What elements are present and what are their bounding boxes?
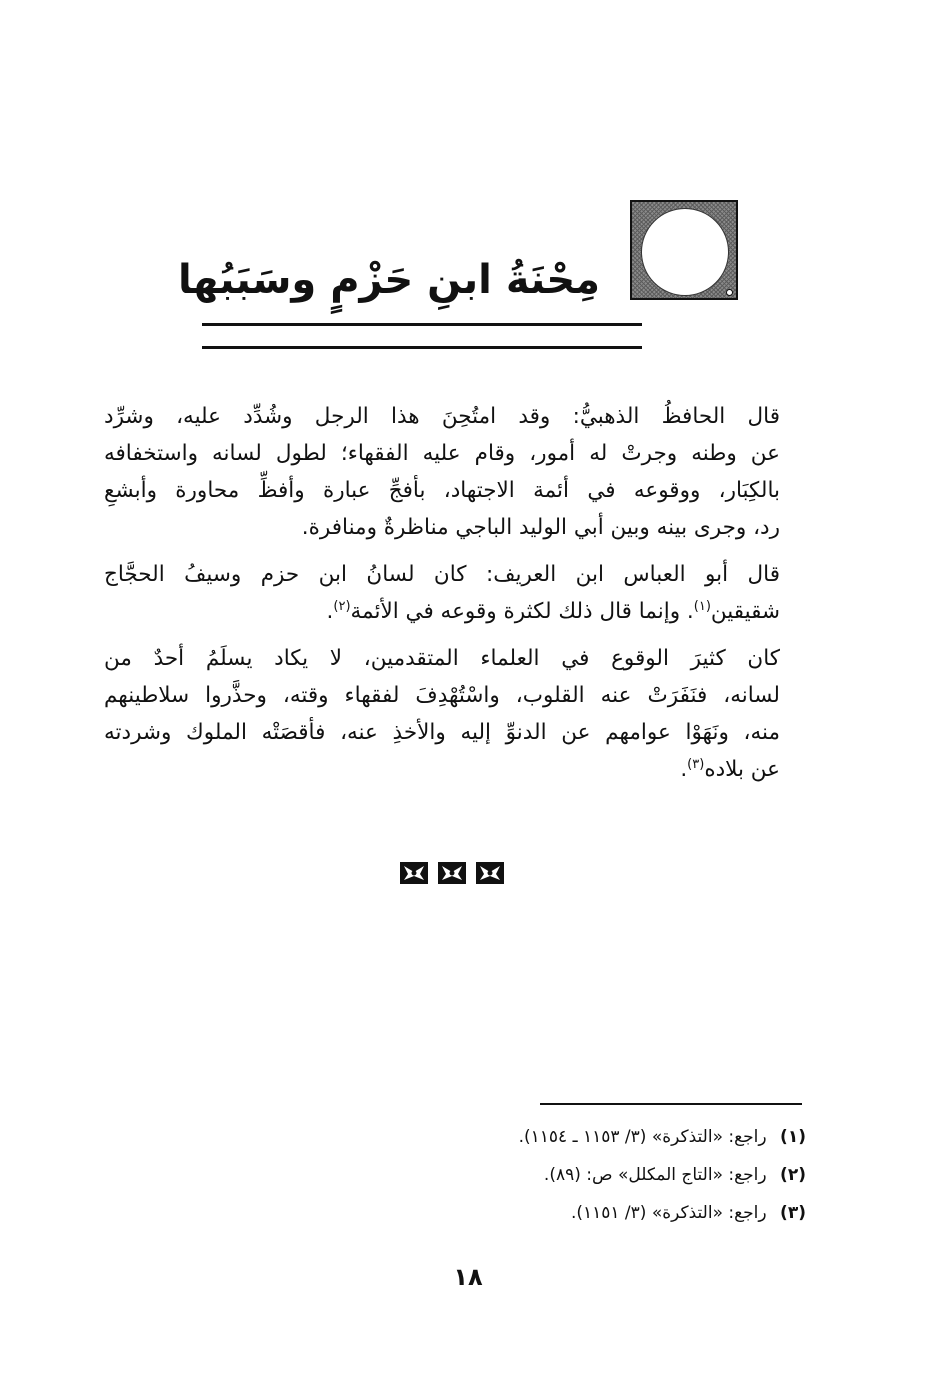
divider-ornament-icon [400, 862, 428, 884]
footnote-number: (١) [780, 1127, 806, 1147]
page-number: ١٨ [453, 1263, 483, 1291]
text-line: قال الحافظُ الذهبيُّ: وقد امتُحِنَ هذا الرجل وشُدِّد عليه، وشرِّد [104, 404, 780, 429]
paragraph-2 [104, 556, 806, 630]
text-fragment: عن بلاده [704, 757, 780, 782]
footnote-2 [300, 1156, 806, 1194]
ornament-circle [641, 208, 729, 296]
footnote-ref-1[interactable]: (١) [693, 598, 711, 614]
title-underline-top [202, 323, 642, 326]
paragraph-1 [104, 398, 806, 546]
footnote-separator [540, 1103, 802, 1105]
section-divider [400, 860, 504, 886]
text-line: لسانه، فنَفَرَتْ عنه القلوب، واسْتُهْدِفَ لفقهاء وقته، وحذَّروا سلاطينهم [104, 683, 780, 708]
text-line: كان كثيرَ الوقوع في العلماء المتقدمين، لا يكاد يسلَمُ أحدٌ من [104, 646, 780, 671]
footnote-number: (٢) [780, 1165, 806, 1185]
text-line: منه، ونَهَوْا عوامهم عن الدنوِّ إليه والأخذِ عنه، فأقصَتْه الملوك وشردته [104, 720, 780, 745]
divider-ornament-icon [476, 862, 504, 884]
divider-ornament-icon [438, 862, 466, 884]
chapter-ornament-icon [630, 200, 738, 300]
chapter-title: مِحْنَةُ ابنِ حَزْمٍ وسَبَبُها [178, 257, 600, 303]
footnote-ref-2[interactable]: (٢) [333, 598, 351, 614]
text-fragment: . [680, 757, 688, 782]
text-fragment: شقيقين [710, 599, 780, 624]
title-underline-bottom [202, 346, 642, 349]
footnote-text: راجع: «التذكرة» (٣/ ١١٥٣ ـ ١١٥٤). [518, 1127, 767, 1147]
text-fragment: . وإنما قال ذلك لكثرة وقوعه في الأئمة [350, 599, 694, 624]
footnotes [300, 1118, 806, 1232]
text-line-with-footnote [104, 751, 806, 788]
paragraph-3 [104, 640, 806, 788]
text-fragment: . [326, 599, 334, 624]
text-line: قال أبو العباس ابن العريف: كان لسانُ ابن حزم وسيفُ الحجَّاج [104, 562, 780, 587]
footnote-1 [300, 1118, 806, 1156]
text-line: عن وطنه وجرتْ له أمور، وقام عليه الفقهاء؛ لطول لسانه واستخفافه [104, 441, 780, 466]
text-line: بالكِبَار، ووقوعه في أئمة الاجتهاد، بأفجِّ عبارة وأفظِّ محاورة وأبشعِ [104, 478, 780, 503]
footnote-ref-3[interactable]: (٣) [687, 756, 705, 772]
footnote-text: راجع: «التذكرة» (٣/ ١١٥١). [570, 1203, 767, 1223]
footnote-number: (٣) [780, 1203, 806, 1223]
text-line-with-footnotes [104, 593, 806, 630]
footnote-text: راجع: «التاج المكلل» ص: (٨٩). [543, 1165, 767, 1185]
footnote-3 [300, 1194, 806, 1232]
body-text [104, 398, 806, 798]
ornament-dot [726, 289, 733, 296]
text-line: رد، وجرى بينه وبين أبي الوليد الباجي مناظرةٌ ومنافرة. [301, 515, 780, 540]
